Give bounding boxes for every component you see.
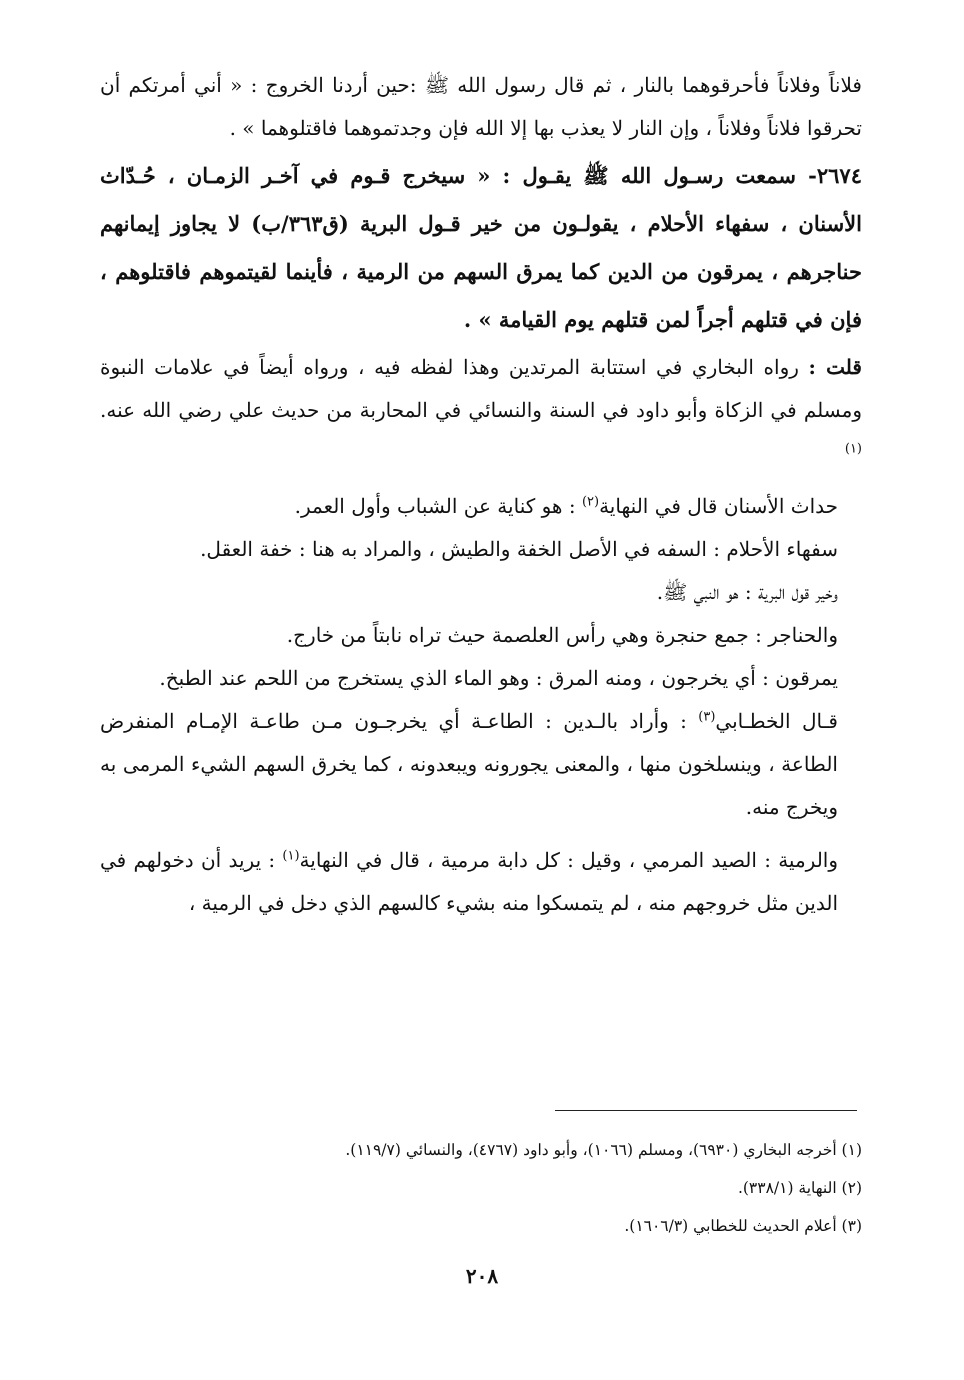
footnote-ref-1b: (١): [282, 848, 300, 864]
gloss-huddath-text: حداث الأسنان قال في النهاية: [599, 494, 838, 518]
khattabi-text: قـال الخطـابي: [715, 709, 838, 733]
paragraph-qult: [100, 346, 862, 475]
ramiyya-text: والرمية : الصيد المرمي ، وقيل : كل دابة مرمية ، قال في النهاية: [299, 848, 839, 872]
footnote-ref-3: (٣): [698, 709, 716, 725]
gloss-hanajir: والحناجر : جمع حنجرة وهي رأس العلصمة حيث تراه نابتاً من خارج.: [286, 623, 838, 647]
gloss-huddath: [100, 485, 862, 528]
hadith-2674: ٢٦٧٤- سمعت رسـول الله ﷺ يقـول : « سيخرج قـوم في آخـر الزمـان ، حُـدّاث الأسنان ، سفهاء الأحلام ، يقولـون من خير قـول البرية (ق٣٦٣/ب) لا يجاوز إيمانهم حناجرهم ، يمرقون من الدين كما يمرق السهم من الرمية ، فأينما لقيتموهم فاقتلوهم ، فإن في قتلهم أجراً لمن قتلهم يوم القيامة » .: [100, 163, 862, 332]
footnote-1: (١) أخرجه البخاري (٦٩٣٠)، ومسلم (١٠٦٦)، وأبو داود (٤٧٦٧)، والنسائي (١١٩/٧).: [345, 1141, 862, 1159]
paragraph-intro: فلاناً وفلاناً فأحرقوهما بالنار ، ثم قال رسول الله ﷺ :حين أردنا الخروج : « أني أمرتكم أن تحرقوا فلاناً وفلاناً ، وإن النار لا يعذب بها إلا الله فإن وجدتموهما فاقتلوهما » .: [100, 73, 862, 140]
footnote-ref-2: (٢): [581, 494, 600, 510]
paragraph-ramiyya: [100, 839, 862, 925]
gloss-huddath-rest: : هو كناية عن الشباب وأول العمر.: [294, 494, 582, 518]
paragraph-khattabi: [100, 700, 862, 829]
footnote-3: (٣) أعلام الحديث للخطابي (١٦٠٦/٣).: [624, 1217, 862, 1235]
page-body: [100, 64, 862, 925]
page-number: ٢٠٨: [465, 1264, 499, 1288]
ramiyya-rest: : يريد أن دخولهم في الدين مثل خروجهم منه ، لم يتمسكوا منه بشيء كالسهم الذي دخل في الرمية ،: [100, 848, 838, 915]
gloss-yamruqun: يمرقون : أي يخرجون ، ومنه المرق : وهو الماء الذي يستخرج من اللحم عند الطبخ.: [159, 666, 838, 690]
gloss-khayr-qawl: وخير قول البرية : هو النبي ﷺ.: [656, 580, 838, 604]
qult-label: قلت :: [808, 355, 862, 379]
footnotes: [100, 1131, 862, 1245]
footnote-2: (٢) النهاية (٣٣٨/١).: [737, 1179, 862, 1197]
gloss-sufaha: سفهاء الأحلام : السفه في الأصل الخفة والطيش ، والمراد به هنا : خفة العقل.: [200, 537, 838, 561]
qult-text: رواه البخاري في استتابة المرتدين وهذا لفظه فيه ، ورواه أيضاً في علامات النبوة ومسلم في الزكاة وأبو داود في السنة والنسائي في المحاربة من حديث علي رضي الله عنه.: [100, 355, 862, 422]
footnote-ref-1: (١): [844, 441, 862, 457]
footnote-divider: [555, 1110, 857, 1111]
khattabi-rest: : وأراد بالـدين : الطاعـة أي يخرجـون مـن طاعـة الإمـام المنفرض الطاعة ، وينسلخون منها ، والمعنى يجورونه ويبعدونه ، كما يخرق السهم الشيء المرمى به ويخرج منه.: [100, 709, 838, 819]
